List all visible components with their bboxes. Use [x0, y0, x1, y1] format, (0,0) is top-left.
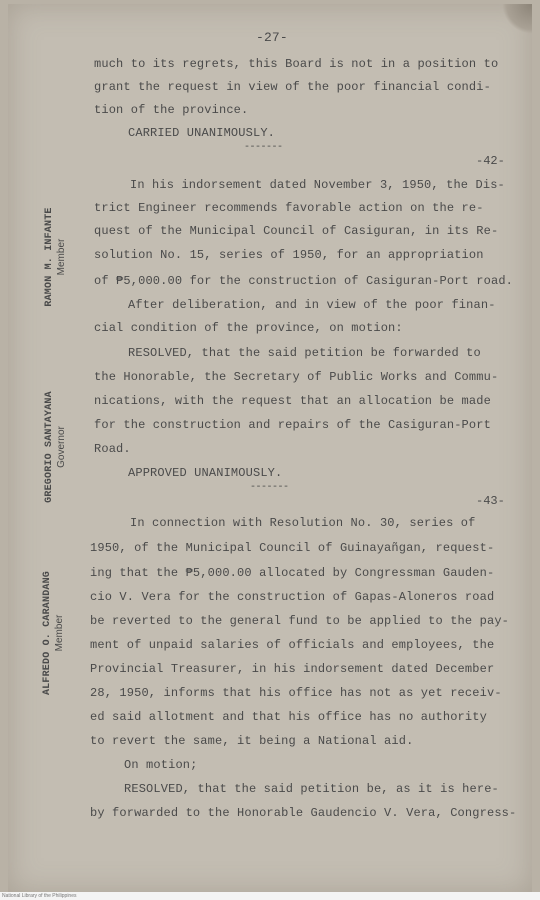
body-line: On motion; [124, 758, 198, 772]
body-line: 1950, of the Municipal Council of Guinayañgan, request- [90, 541, 495, 555]
body-line: trict Engineer recommends favorable action on the re- [94, 201, 484, 215]
body-line: After deliberation, and in view of the poor finan- [128, 298, 496, 312]
signatory-role: Member [54, 614, 65, 652]
approved-unanimously: APPROVED UNANIMOUSLY. [128, 466, 283, 480]
footer-text: National Library of the Philippines [2, 893, 77, 899]
resolution-number: -43- [476, 494, 505, 508]
signatory-name: RAMON M. INFANTE [44, 207, 55, 307]
body-line: tion of the province. [94, 103, 249, 117]
signature-infante [44, 197, 70, 317]
body-line: by forwarded to the Honorable Gaudencio V. Vera, Congress- [90, 806, 517, 820]
body-line: ing that the ₱5,000.00 allocated by Congressman Gauden- [90, 566, 495, 580]
body-line: ment of unpaid salaries of officials and employees, the [90, 638, 495, 652]
signatory-name: ALFREDO O. CARANDANG [42, 570, 53, 696]
body-line: In connection with Resolution No. 30, series of [130, 516, 476, 530]
footer-strip [0, 892, 540, 900]
body-line: nications, with the request that an allocation be made [94, 394, 491, 408]
body-line: ed said allotment and that his office has no authority [90, 710, 487, 724]
body-line: cial condition of the province, on motion: [94, 321, 403, 335]
body-line: 28, 1950, informs that his office has not as yet receiv- [90, 686, 502, 700]
signatory-role: Governor [56, 426, 67, 468]
body-line: the Honorable, the Secretary of Public Works and Commu- [94, 370, 499, 384]
separator-dashes: ------- [250, 482, 289, 493]
body-line: In his indorsement dated November 3, 1950, the Dis- [130, 178, 505, 192]
body-line: RESOLVED, that the said petition be forwarded to [128, 346, 481, 360]
body-line: to revert the same, it being a National aid. [90, 734, 414, 748]
body-line: solution No. 15, series of 1950, for an appropriation [94, 248, 484, 262]
body-line: cio V. Vera for the construction of Gapas-Aloneros road [90, 590, 495, 604]
signatory-name: GREGORIO SANTAYANA [44, 391, 55, 503]
body-line: quest of the Municipal Council of Casiguran, in its Re- [94, 224, 499, 238]
body-line: of ₱5,000.00 for the construction of Casiguran-Port road. [94, 274, 514, 288]
signature-santayana [44, 381, 70, 513]
body-line: RESOLVED, that the said petition be, as it is here- [124, 782, 499, 796]
page-corner-shadow [502, 4, 532, 34]
resolution-number: -42- [476, 154, 505, 168]
body-line: be reverted to the general fund to be applied to the pay- [90, 614, 510, 628]
body-line: for the construction and repairs of the Casiguran-Port [94, 418, 491, 432]
body-line: Road. [94, 442, 131, 456]
page-number: -27- [256, 30, 288, 45]
separator-dashes: ------- [244, 142, 283, 153]
signatory-role: Member [56, 238, 67, 276]
carried-unanimously: CARRIED UNANIMOUSLY. [128, 126, 276, 140]
body-line: Provincial Treasurer, in his indorsement dated December [90, 662, 495, 676]
body-line: grant the request in view of the poor financial condi- [94, 80, 491, 94]
signature-carandang [42, 563, 68, 703]
body-line: much to its regrets, this Board is not in a position to [94, 57, 499, 71]
